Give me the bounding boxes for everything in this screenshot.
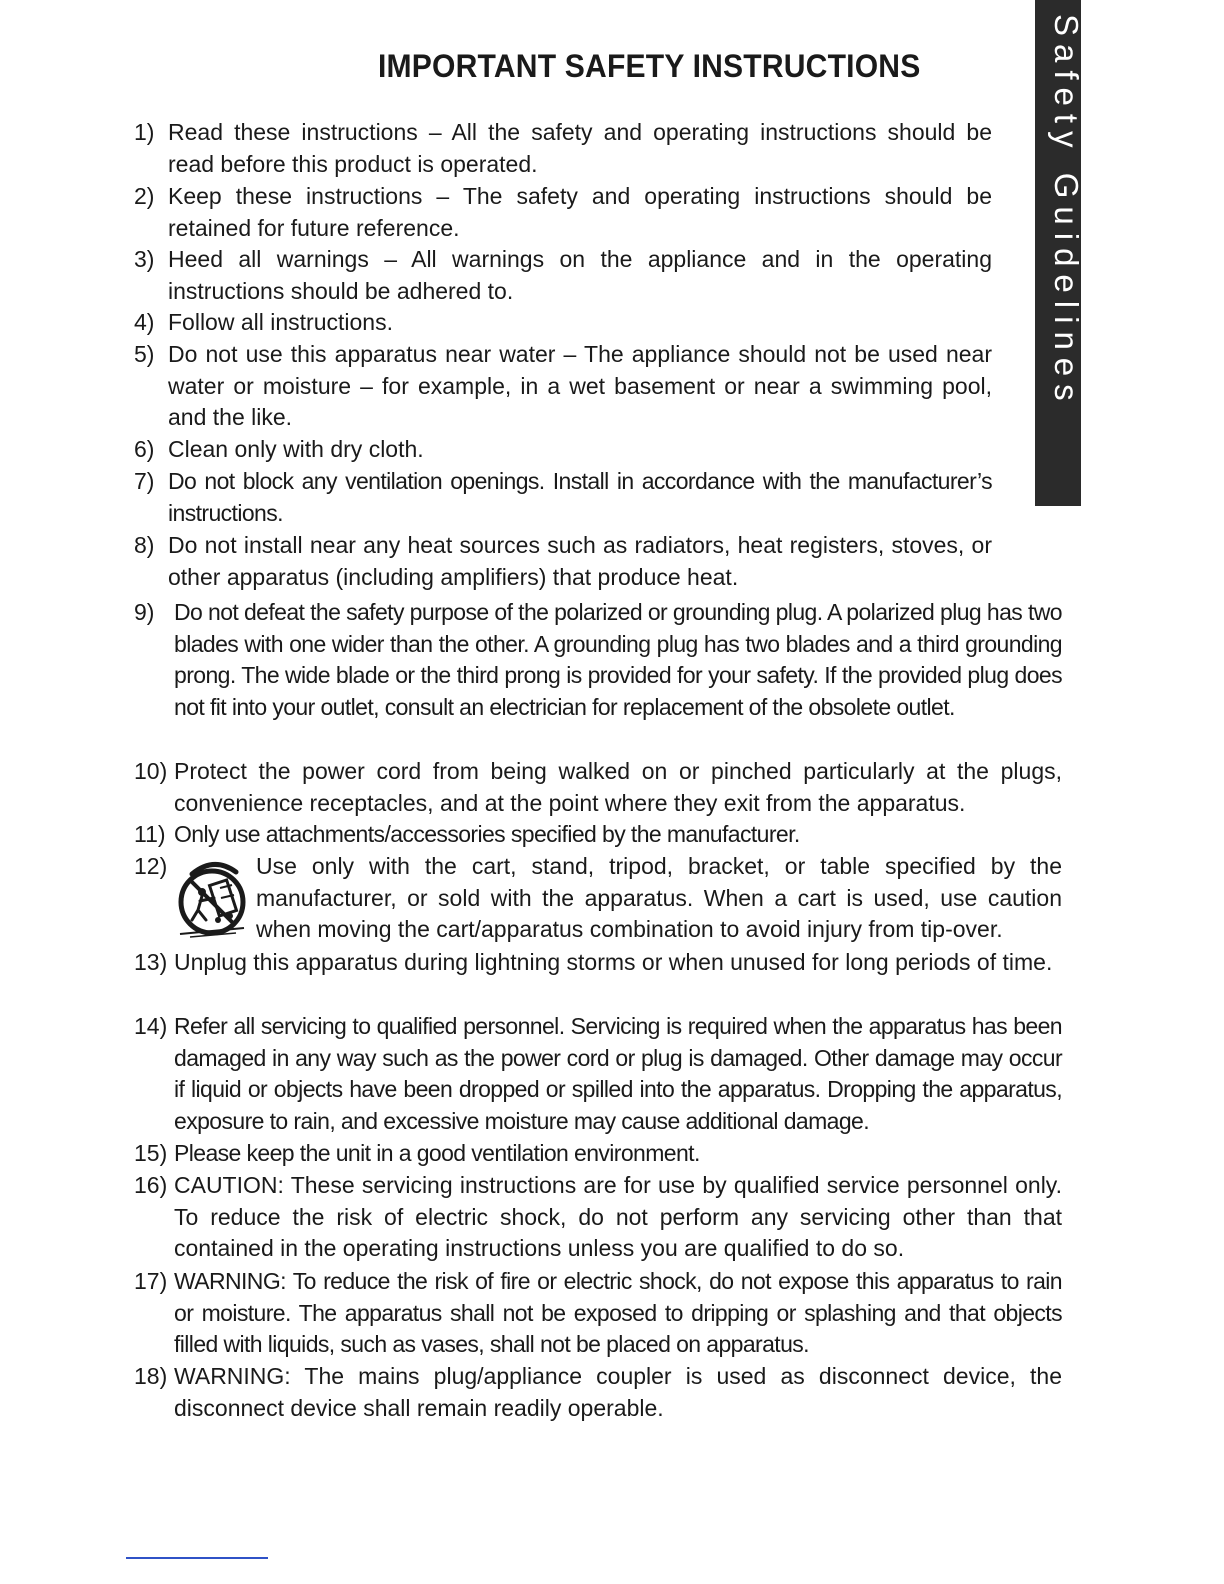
page-title: IMPORTANT SAFETY INSTRUCTIONS — [378, 48, 921, 84]
item-number: 7) — [134, 468, 155, 494]
item-number: 5) — [134, 341, 155, 367]
item-number: 15) — [134, 1140, 168, 1166]
item-text: Do not block any ventilation openings. Install in accordance with the manufacturer’s instructions. — [168, 468, 992, 526]
item-text: Heed all warnings – All warnings on the appliance and in the operating instructions should be adhered to. — [168, 246, 992, 304]
item-text: Use only with the cart, stand, tripod, bracket, or table specified by the manufacturer, or sold with the apparatus. When a cart is used, use caution when moving the cart/apparatus combination to avoid injury from tip-over. — [256, 853, 1062, 943]
cart-tip-over-warning-icon — [174, 858, 250, 938]
list-item — [134, 851, 1062, 946]
item-text: Read these instructions – All the safety and operating instructions should be read before this product is operated. — [168, 119, 992, 177]
item-number: 10) — [134, 758, 168, 784]
list-item — [134, 1170, 1062, 1265]
list-item — [134, 530, 992, 593]
item-text: Protect the power cord from being walked on or pinched particularly at the plugs, convenience receptacles, and at the point where they exit from the apparatus. — [174, 758, 1062, 816]
list-item — [134, 597, 1062, 723]
item-number: 17) — [134, 1268, 168, 1294]
item-number: 11) — [134, 821, 166, 847]
item-number: 6) — [134, 436, 155, 462]
item-text: Do not defeat the safety purpose of the polarized or grounding plug. A polarized plug has two blades with one wider than the other. A grounding plug has two blades and a third grounding prong. The wide blade or the third prong is provided for your safety. If the provided plug does not fit into your outlet, consult an electrician for replacement of the obsolete outlet. — [174, 599, 1062, 720]
list-item — [134, 307, 992, 339]
bottom-rule — [126, 1557, 268, 1559]
item-number: 3) — [134, 246, 155, 272]
list-item — [134, 339, 992, 434]
list-item — [134, 819, 1062, 851]
list-item — [134, 434, 992, 466]
item-text: Do not install near any heat sources such as radiators, heat registers, stoves, or other apparatus (including amplifiers) that produce heat. — [168, 532, 992, 590]
item-text: CAUTION: These servicing instructions are for use by qualified service personnel only. To reduce the risk of electric shock, do not perform any servicing other than that contained in the operating instructions unless you are qualified to do so. — [174, 1172, 1062, 1262]
item-number: 1) — [134, 119, 155, 145]
item-number: 13) — [134, 949, 168, 975]
item-text: Only use attachments/accessories specified by the manufacturer. — [174, 821, 800, 847]
item-text: Do not use this apparatus near water – The appliance should not be used near water or moisture – for example, in a wet basement or near a swimming pool, and the like. — [168, 341, 992, 431]
item-text: Keep these instructions – The safety and operating instructions should be retained for future reference. — [168, 183, 992, 241]
list-item — [134, 947, 1062, 979]
item-number: 2) — [134, 183, 155, 209]
list-item — [134, 1361, 1062, 1424]
item-text: Unplug this apparatus during lightning storms or when unused for long periods of time. — [174, 949, 1053, 975]
side-tab-label: Safety Guidelines — [1048, 14, 1085, 409]
item-text: Follow all instructions. — [168, 309, 393, 335]
item-text: WARNING: The mains plug/appliance coupler is used as disconnect device, the disconnect device shall remain readily operable. — [174, 1363, 1062, 1421]
item-number: 16) — [134, 1172, 168, 1198]
list-item — [134, 1138, 1062, 1170]
list-item — [134, 1011, 1062, 1137]
list-item — [134, 466, 992, 529]
item-number: 9) — [134, 599, 155, 625]
list-item — [134, 117, 992, 180]
item-number: 4) — [134, 309, 155, 335]
item-text: WARNING: To reduce the risk of fire or electric shock, do not expose this apparatus to rain or moisture. The apparatus shall not be exposed to dripping or splashing and that objects filled with liquids, such as vases, shall not be placed on apparatus. — [174, 1268, 1062, 1358]
item-number: 14) — [134, 1013, 168, 1039]
item-text: Clean only with dry cloth. — [168, 436, 424, 462]
list-item — [134, 1266, 1062, 1361]
list-item — [134, 181, 992, 244]
item-text: Refer all servicing to qualified personnel. Servicing is required when the apparatus has been damaged in any way such as the power cord or plug is damaged. Other damage may occur if liquid or objects have been dropped or spilled into the apparatus. Dropping the apparatus, exposure to rain, and excessive moisture may cause additional damage. — [174, 1013, 1062, 1134]
item-number: 18) — [134, 1363, 168, 1389]
list-item — [134, 244, 992, 307]
item-text: Please keep the unit in a good ventilation environment. — [174, 1140, 700, 1166]
item-number: 8) — [134, 532, 155, 558]
list-item — [134, 756, 1062, 819]
item-number: 12) — [134, 853, 168, 879]
